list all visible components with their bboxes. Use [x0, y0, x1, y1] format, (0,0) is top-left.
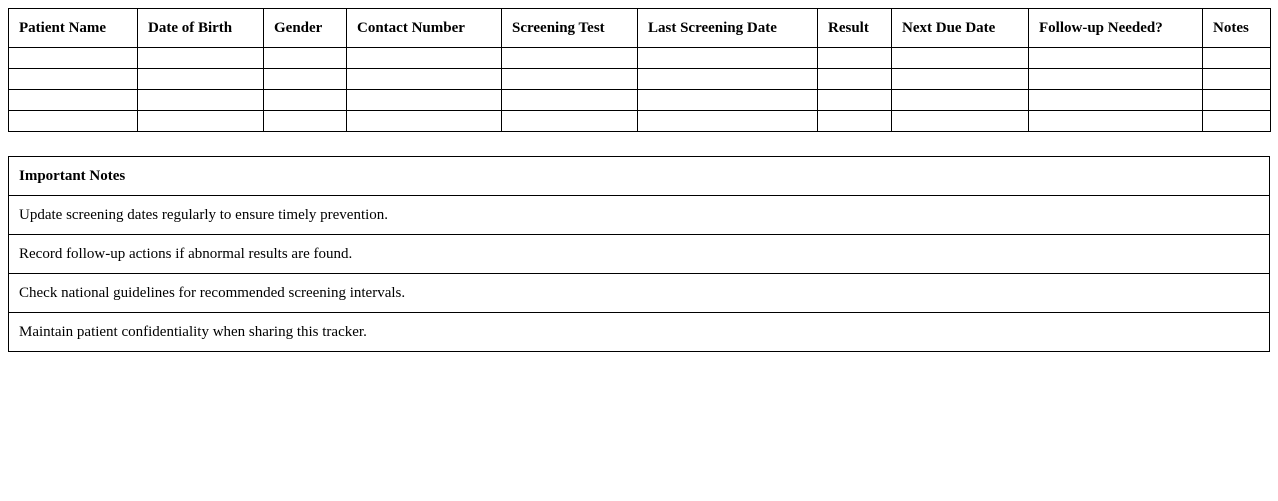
- table-cell[interactable]: [638, 111, 818, 132]
- note-text: Record follow-up actions if abnormal results are found.: [9, 235, 1270, 274]
- table-row: [9, 48, 1271, 69]
- table-header-row: [9, 9, 1271, 48]
- table-cell[interactable]: [138, 48, 264, 69]
- table-cell[interactable]: [347, 48, 502, 69]
- table-cell[interactable]: [9, 69, 138, 90]
- table-cell[interactable]: [502, 111, 638, 132]
- table-row: [9, 90, 1271, 111]
- column-header-last-screening-date: Last Screening Date: [638, 9, 818, 48]
- table-cell[interactable]: [892, 111, 1029, 132]
- table-cell[interactable]: [1203, 90, 1271, 111]
- table-cell[interactable]: [502, 48, 638, 69]
- column-header-next-due-date: Next Due Date: [892, 9, 1029, 48]
- table-cell[interactable]: [638, 69, 818, 90]
- table-cell[interactable]: [138, 90, 264, 111]
- list-item: [9, 235, 1270, 274]
- table-cell[interactable]: [264, 69, 347, 90]
- table-cell[interactable]: [1029, 69, 1203, 90]
- table-cell[interactable]: [1029, 90, 1203, 111]
- column-header-screening-test: Screening Test: [502, 9, 638, 48]
- column-header-date-of-birth: Date of Birth: [138, 9, 264, 48]
- table-cell[interactable]: [347, 69, 502, 90]
- table-cell[interactable]: [638, 48, 818, 69]
- table-cell[interactable]: [1203, 69, 1271, 90]
- table-cell[interactable]: [818, 69, 892, 90]
- notes-heading-row: [9, 157, 1270, 196]
- table-cell[interactable]: [264, 48, 347, 69]
- table-cell[interactable]: [264, 90, 347, 111]
- table-cell[interactable]: [1029, 48, 1203, 69]
- column-header-gender: Gender: [264, 9, 347, 48]
- table-cell[interactable]: [9, 90, 138, 111]
- table-cell[interactable]: [264, 111, 347, 132]
- table-cell[interactable]: [138, 69, 264, 90]
- table-cell[interactable]: [818, 48, 892, 69]
- note-text: Maintain patient confidentiality when sharing this tracker.: [9, 313, 1270, 352]
- table-cell[interactable]: [502, 69, 638, 90]
- table-cell[interactable]: [892, 90, 1029, 111]
- table-cell[interactable]: [9, 111, 138, 132]
- table-cell[interactable]: [9, 48, 138, 69]
- list-item: [9, 313, 1270, 352]
- list-item: [9, 196, 1270, 235]
- table-cell[interactable]: [1029, 111, 1203, 132]
- column-header-follow-up-needed: Follow-up Needed?: [1029, 9, 1203, 48]
- table-cell[interactable]: [818, 111, 892, 132]
- note-text: Update screening dates regularly to ensure timely prevention.: [9, 196, 1270, 235]
- table-row: [9, 69, 1271, 90]
- table-row: [9, 111, 1271, 132]
- list-item: [9, 274, 1270, 313]
- column-header-result: Result: [818, 9, 892, 48]
- table-cell[interactable]: [818, 90, 892, 111]
- notes-heading: Important Notes: [9, 157, 1270, 196]
- important-notes-table: [8, 156, 1270, 352]
- screening-tracker-table: [8, 8, 1271, 132]
- table-cell[interactable]: [347, 111, 502, 132]
- column-header-contact-number: Contact Number: [347, 9, 502, 48]
- column-header-notes: Notes: [1203, 9, 1271, 48]
- table-cell[interactable]: [1203, 48, 1271, 69]
- table-cell[interactable]: [347, 90, 502, 111]
- table-cell[interactable]: [638, 90, 818, 111]
- table-cell[interactable]: [138, 111, 264, 132]
- table-cell[interactable]: [892, 48, 1029, 69]
- table-cell[interactable]: [502, 90, 638, 111]
- table-cell[interactable]: [892, 69, 1029, 90]
- column-header-patient-name: Patient Name: [9, 9, 138, 48]
- table-cell[interactable]: [1203, 111, 1271, 132]
- note-text: Check national guidelines for recommended screening intervals.: [9, 274, 1270, 313]
